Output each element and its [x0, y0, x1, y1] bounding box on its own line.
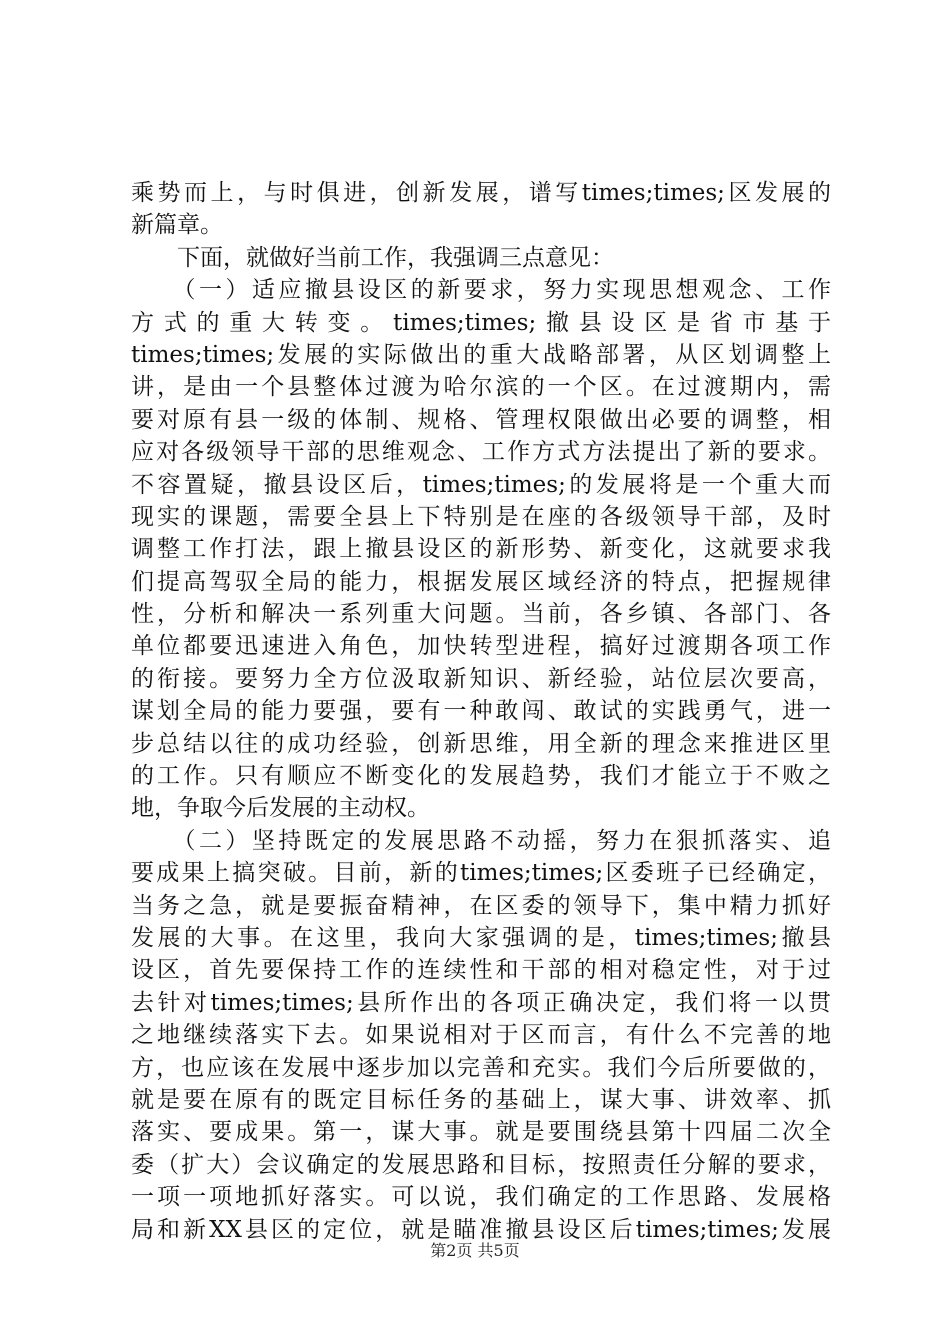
text-line: 新篇章。 [131, 212, 223, 239]
text-line: 之地继续落实下去。如果说相对于区而言，有什么不完善的地 [131, 1022, 831, 1049]
text-line: 方式的重大转变。times;times;撤县设区是省市基于 [131, 309, 831, 336]
text-line: 乘势而上，与时俱进，创新发展，谱写times;times;区发展的 [131, 180, 831, 206]
text-line: 调整工作打法，跟上撤县设区的新形势、新变化，这就要求我 [131, 536, 831, 563]
text-line: 发展的大事。在这里，我向大家强调的是，times;times;撤县 [131, 924, 831, 951]
text-line: 要对原有县一级的体制、规格、管理权限做出必要的调整，相 [131, 406, 831, 433]
text-line: 去针对times;times;县所作出的各项正确决定，我们将一以贯 [131, 989, 831, 1016]
text-line: 性，分析和解决一系列重大问题。当前，各乡镇、各部门、各 [131, 601, 831, 628]
text-line: 一项一项地抓好落实。可以说，我们确定的工作思路、发展格 [131, 1184, 831, 1211]
text-line: 就是要在原有的既定目标任务的基础上，谋大事、讲效率、抓 [131, 1086, 831, 1113]
text-line: 们提高驾驭全局的能力，根据发展区域经济的特点，把握规律 [131, 568, 831, 595]
text-line: 步总结以往的成功经验，创新思维，用全新的理念来推进区里 [131, 730, 831, 757]
page-number: 第2页 共5页 [430, 1241, 520, 1260]
text-line: 下面，就做好当前工作，我强调三点意见： [131, 244, 614, 271]
text-line: 落实、要成果。第一，谋大事。就是要围绕县第十四届二次全 [131, 1119, 831, 1146]
text-line: 的衔接。要努力全方位汲取新知识、新经验，站位层次要高， [131, 665, 831, 692]
text-line: 谋划全局的能力要强，要有一种敢闯、敢试的实践勇气，进一 [131, 698, 831, 725]
text-line: 方，也应该在发展中逐步加以完善和充实。我们今后所要做的， [131, 1054, 831, 1081]
text-line: times;times;发展的实际做出的重大战略部署，从区划调整上 [131, 341, 831, 368]
text-line: 局和新XX县区的定位，就是瞄准撤县设区后times;times;发展 [131, 1216, 831, 1243]
text-line: 要成果上搞突破。目前，新的times;times;区委班子已经确定， [131, 860, 831, 887]
document-body [131, 177, 831, 1246]
text-line: 当务之急，就是要振奋精神，在区委的领导下，集中精力抓好 [131, 892, 831, 919]
text-line: 不容置疑，撤县设区后，times;times;的发展将是一个重大而 [131, 471, 831, 498]
text-line: 应对各级领导干部的思维观念、工作方式方法提出了新的要求。 [131, 439, 831, 466]
text-line: 设区，首先要保持工作的连续性和干部的相对稳定性，对于过 [131, 957, 831, 984]
text-line: 现实的课题，需要全县上下特别是在座的各级领导干部，及时 [131, 503, 831, 530]
text-line: 委（扩大）会议确定的发展思路和目标，按照责任分解的要求， [131, 1151, 831, 1178]
text-line: （二）坚持既定的发展思路不动摇，努力在狠抓落实、追 [131, 827, 831, 854]
text-line: （一）适应撤县设区的新要求，努力实现思想观念、工作 [131, 277, 831, 304]
text-line: 的工作。只有顺应不断变化的发展趋势，我们才能立于不败之 [131, 763, 831, 790]
text-line: 单位都要迅速进入角色，加快转型进程，搞好过渡期各项工作 [131, 633, 831, 660]
text-line: 讲，是由一个县整体过渡为哈尔滨的一个区。在过渡期内，需 [131, 374, 831, 401]
text-line: 地，争取今后发展的主动权。 [131, 795, 430, 822]
page-footer [0, 1238, 950, 1261]
